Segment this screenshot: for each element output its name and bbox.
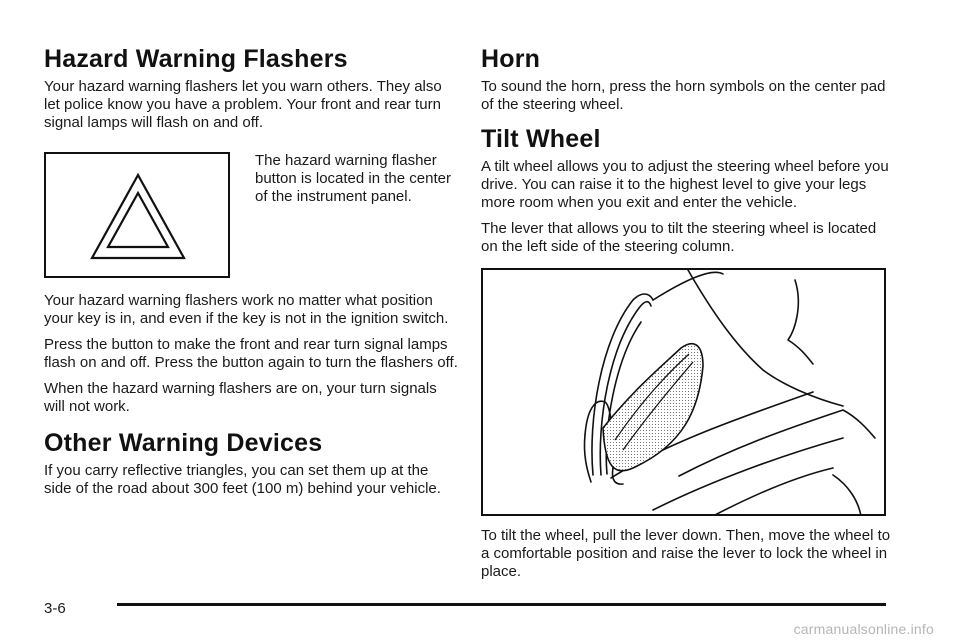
horn-paragraph: To sound the horn, press the horn symbols on the center pad of the steering wheel. [481, 78, 886, 113]
tilt-paragraph-3: To tilt the wheel, pull the lever down. Then, move the wheel to a comfortable position and raise the lever to lock the wheel in place. [481, 527, 891, 580]
section-title-horn: Horn [481, 45, 541, 73]
section-title-hazard-warning-flashers: Hazard Warning Flashers [44, 45, 348, 73]
steering-column-illustration [481, 268, 886, 516]
tilt-paragraph-3-container [481, 527, 895, 581]
section-title-tilt-wheel: Tilt Wheel [481, 125, 601, 153]
footer-rule [117, 603, 886, 606]
other-devices-paragraph: If you carry reflective triangles, you can set them up at the side of the road about 300 feet (100 m) behind your vehicle. [44, 462, 441, 497]
page-number: 3-6 [44, 600, 66, 617]
hazard-triangle-icon [46, 154, 232, 280]
hazard-intro-paragraph: Your hazard warning flashers let you warn others. They also let police know you have a problem. Your front and rear turn signal lamps will flash on and off. [44, 78, 442, 131]
hazard-figure-block [44, 152, 460, 284]
hazard-paragraph-2: Your hazard warning flashers work no matter what position your key is in, and even if the key is not in the ignition switch. [44, 292, 449, 327]
hazard-button-figure [44, 152, 230, 278]
hazard-button-caption: The hazard warning flasher button is located in the center of the instrument panel. [255, 152, 451, 205]
right-column [481, 44, 895, 256]
hazard-paragraph-3: Press the button to make the front and rear turn signal lamps flash on and off. Press the button again to turn the flashers off. [44, 336, 458, 371]
tilt-paragraph-1: A tilt wheel allows you to adjust the steering wheel before you drive. You can raise it to the highest level to give your legs more room when you exit and enter the vehicle. [481, 158, 889, 211]
tilt-paragraph-2: The lever that allows you to tilt the steering wheel is located on the left side of the steering column. [481, 220, 877, 255]
steering-column-lever-illustration [483, 270, 886, 516]
section-title-other-warning-devices: Other Warning Devices [44, 429, 323, 457]
left-column [44, 44, 460, 498]
watermark: carmanualsonline.info [793, 621, 934, 637]
hazard-paragraph-4: When the hazard warning flashers are on, your turn signals will not work. [44, 380, 437, 415]
